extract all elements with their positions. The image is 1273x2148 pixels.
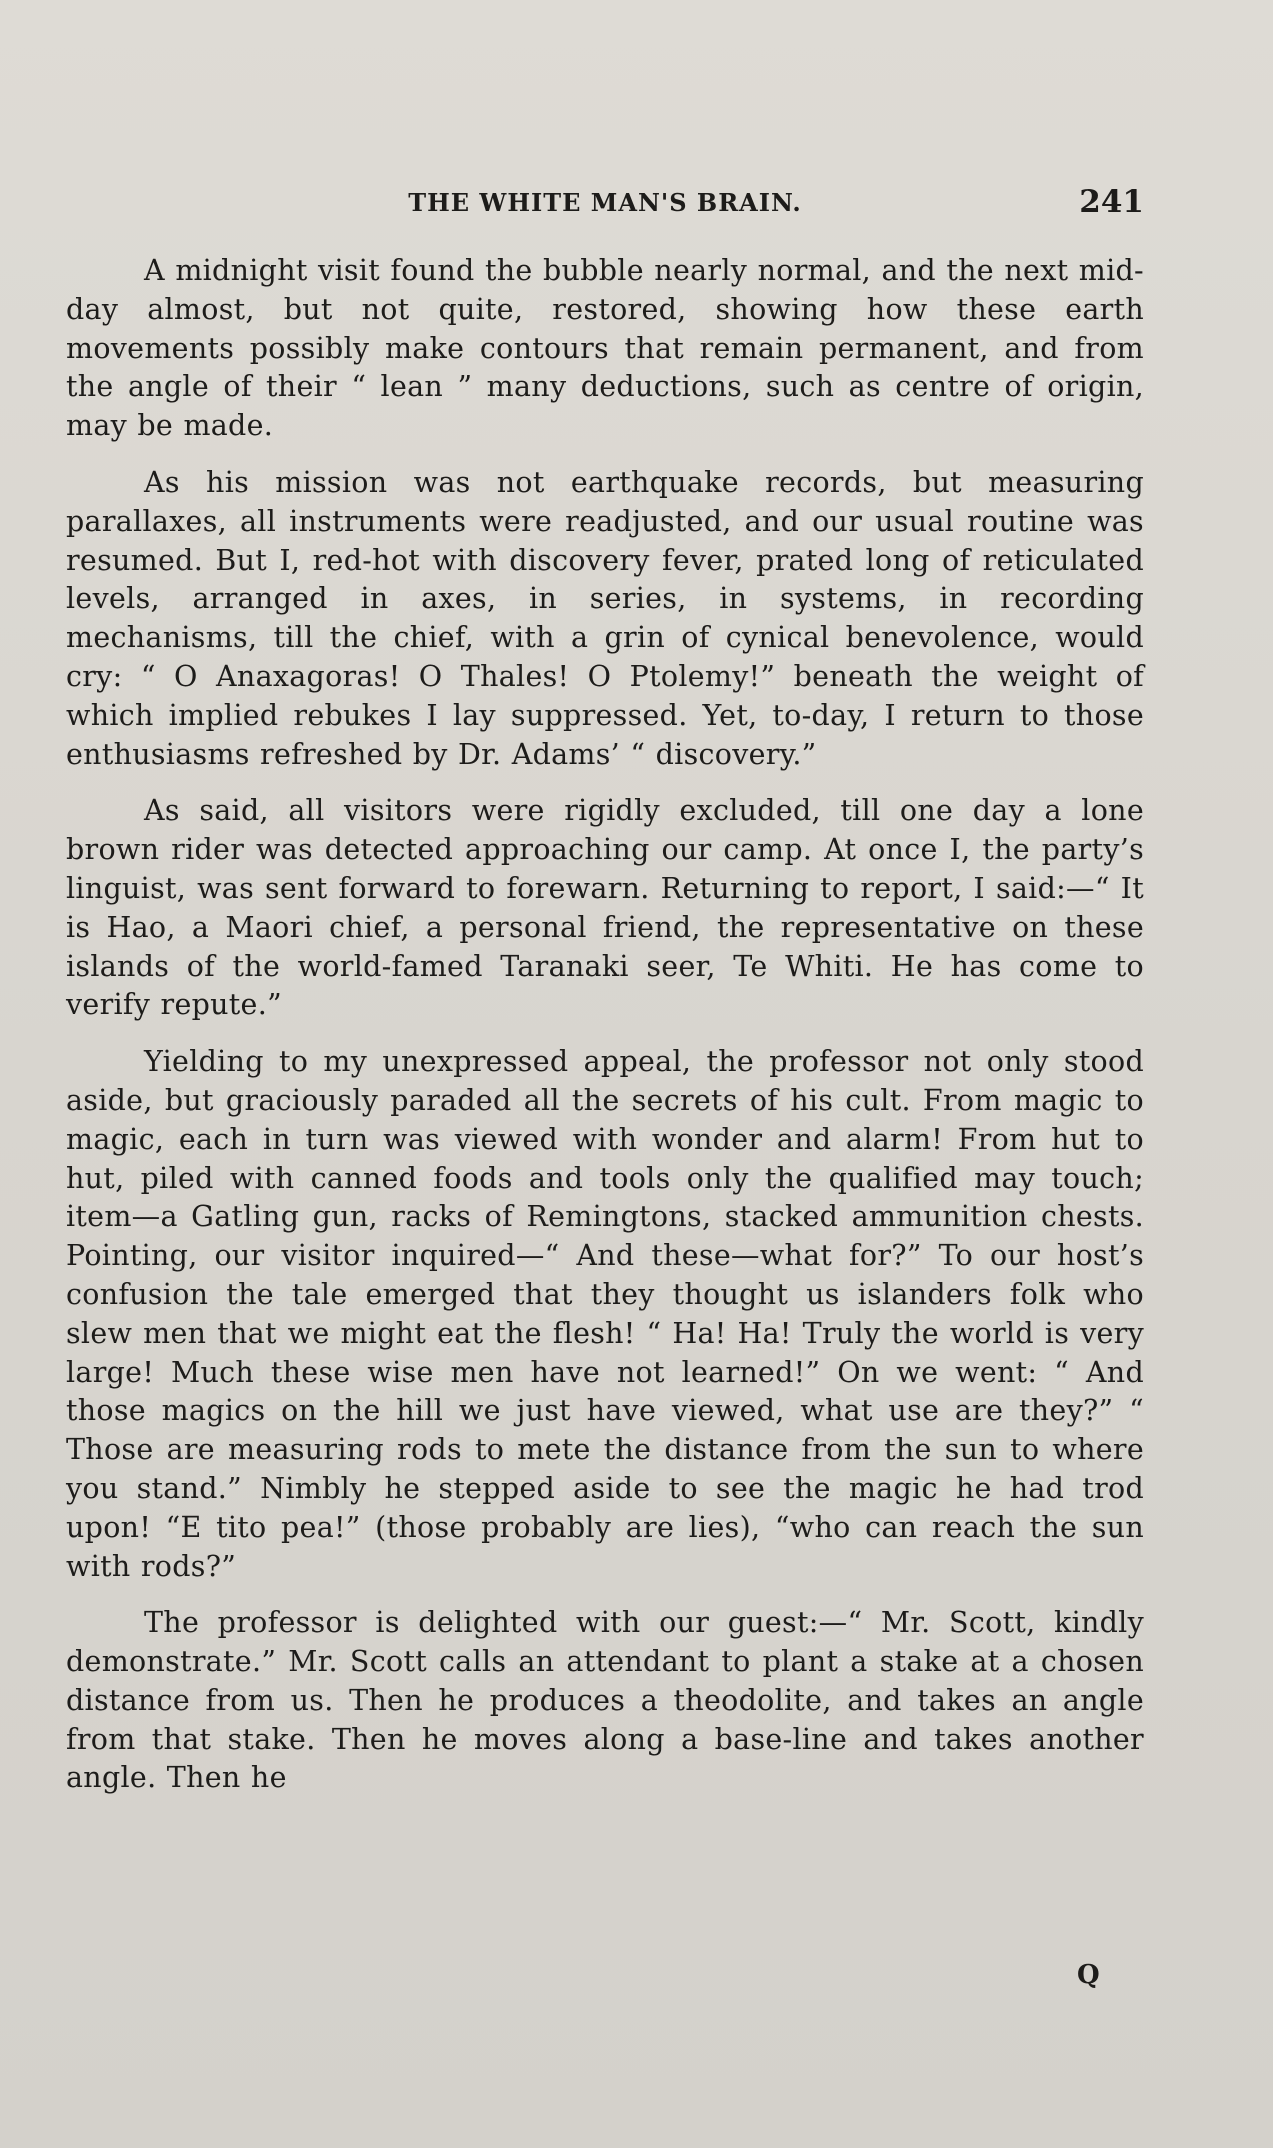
paragraph: As his mission was not earthquake records, but measuring parallaxes, all instruments were readjusted, and our usual routine was resumed. But I, red-hot with discovery fever, prated long of reticulated levels, arranged in axes, in series, in systems, in recording mechanisms, till the chief, with a grin of cynical benevolence, would cry: “ O Anaxagoras! O Thales! O Ptolemy!” beneath the weight of which implied rebukes I lay suppressed. Yet, to-day, I return to those enthusiasms refreshed by Dr. Adams’ “ discovery.” — [66, 465, 1144, 771]
paragraph: Yielding to my unexpressed appeal, the professor not only stood aside, but graciously paraded all the secrets of his cult. From magic to magic, each in turn was viewed with wonder and alarm! From hut to hut, piled with canned foods and tools only the qualified may touch; item—a Gatling gun, racks of Remingtons, stacked ammunition chests. Pointing, our visitor inquired—“ And these—what for?” To our host’s confusion the tale emerged that they thought us islanders folk who slew men that we might eat the flesh! “ Ha! Ha! Truly the world is very large! Much these wise men have not learned!” On we went: “ And those magics on the hill we just have viewed, what use are they?” “ Those are measuring rods to mete the distance from the sun to where you stand.” Nimbly he stepped aside to see the magic he had trod upon! “E tito pea!” (those probably are lies), “who can reach the sun with rods?” — [66, 1045, 1144, 1583]
page-header — [66, 184, 1144, 224]
body-text — [66, 252, 1144, 1816]
page-number: 241 — [1079, 184, 1144, 220]
running-title: THE WHITE MAN'S BRAIN. — [408, 188, 802, 217]
paragraph: The professor is delighted with our guest:—“ Mr. Scott, kindly demonstrate.” Mr. Scott calls an attendant to plant a stake at a chosen distance from us. Then he produces a theodolite, and takes an angle from that stake. Then he moves along a base-line and takes another angle. Then he — [66, 1606, 1144, 1795]
signature-mark: Q — [1077, 1960, 1100, 1990]
paragraph: As said, all visitors were rigidly excluded, till one day a lone brown rider was detected approaching our camp. At once I, the party’s linguist, was sent forward to forewarn. Returning to report, I said:—“ It is Hao, a Maori chief, a personal friend, the representative on these islands of the world-famed Taranaki seer, Te Whiti. He has come to verify repute.” — [66, 794, 1144, 1022]
paragraph: A midnight visit found the bubble nearly normal, and the next mid-day almost, but not quite, restored, showing how these earth movements possibly make contours that remain permanent, and from the angle of their “ lean ” many deductions, such as centre of origin, may be made. — [66, 254, 1144, 443]
